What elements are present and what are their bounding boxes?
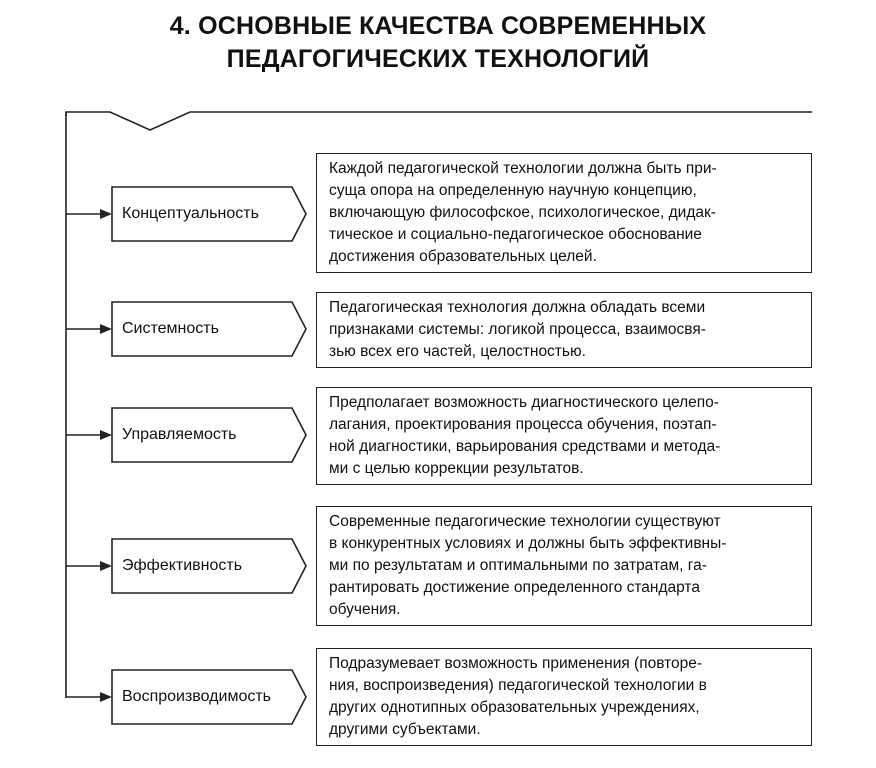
description-line: других однотипных образовательных учреждениях, (329, 699, 700, 716)
quality-label-reproducibility: Воспроизводимость (122, 688, 272, 705)
description-line: ной диагностики, варьирования средствами и метода- (329, 438, 721, 455)
description-line: Современные педагогические технологии существуют (329, 513, 721, 530)
arrowhead-1 (100, 209, 112, 219)
top-bar (66, 112, 812, 130)
description-line: Подразумевает возможность применения (повторе- (329, 655, 703, 672)
description-line: в конкурентных условиях и должны быть эффективны- (329, 535, 727, 552)
description-line: включающую философское, психологическое, дидак- (329, 204, 716, 221)
description-box-efficiency (316, 506, 812, 626)
description-line: признаками системы: логикой процесса, взаимосвя- (329, 321, 706, 338)
description-line: суща опора на определенную научную концепцию, (329, 182, 697, 199)
arrowhead-5 (100, 692, 112, 702)
description-line: Педагогическая технология должна обладать всеми (329, 299, 706, 316)
arrowhead-4 (100, 561, 112, 571)
quality-label-systemness: Системность (122, 320, 219, 337)
description-line: тическое и социально-педагогическое обоснование (329, 226, 702, 243)
description-box-reproducibility (316, 648, 812, 746)
description-line: другими субъектами. (329, 721, 481, 738)
description-box-systemness (316, 292, 812, 368)
description-line: ми по результатам и оптимальными по затратам, га- (329, 557, 707, 574)
quality-label-conceptuality: Концептуальность (122, 205, 259, 222)
description-line: достижения образовательных целей. (329, 248, 597, 265)
quality-label-efficiency: Эффективность (122, 557, 243, 574)
quality-label-manageability: Управляемость (122, 426, 237, 443)
arrowhead-3 (100, 430, 112, 440)
description-line: ния, воспроизведения) педагогической технологии в (329, 677, 707, 694)
title-line-1: 4. ОСНОВНЫЕ КАЧЕСТВА СОВРЕМЕННЫХ (169, 12, 707, 40)
description-line: зью всех его частей, целостностью. (329, 343, 586, 360)
description-line: обучения. (329, 601, 401, 618)
description-line: Каждой педагогической технологии должна быть при- (329, 160, 717, 177)
arrowhead-2 (100, 324, 112, 334)
description-line: лагания, проектирования процесса обучения, поэтап- (329, 416, 717, 433)
description-line: Предполагает возможность диагностического целепо- (329, 394, 719, 411)
description-box-conceptuality (316, 153, 812, 273)
title-line-2: ПЕДАГОГИЧЕСКИХ ТЕХНОЛОГИЙ (226, 45, 650, 73)
description-line: рантировать достижение определенного стандарта (329, 579, 700, 596)
description-box-manageability (316, 387, 812, 485)
description-line: ми с целью коррекции результатов. (329, 460, 584, 477)
